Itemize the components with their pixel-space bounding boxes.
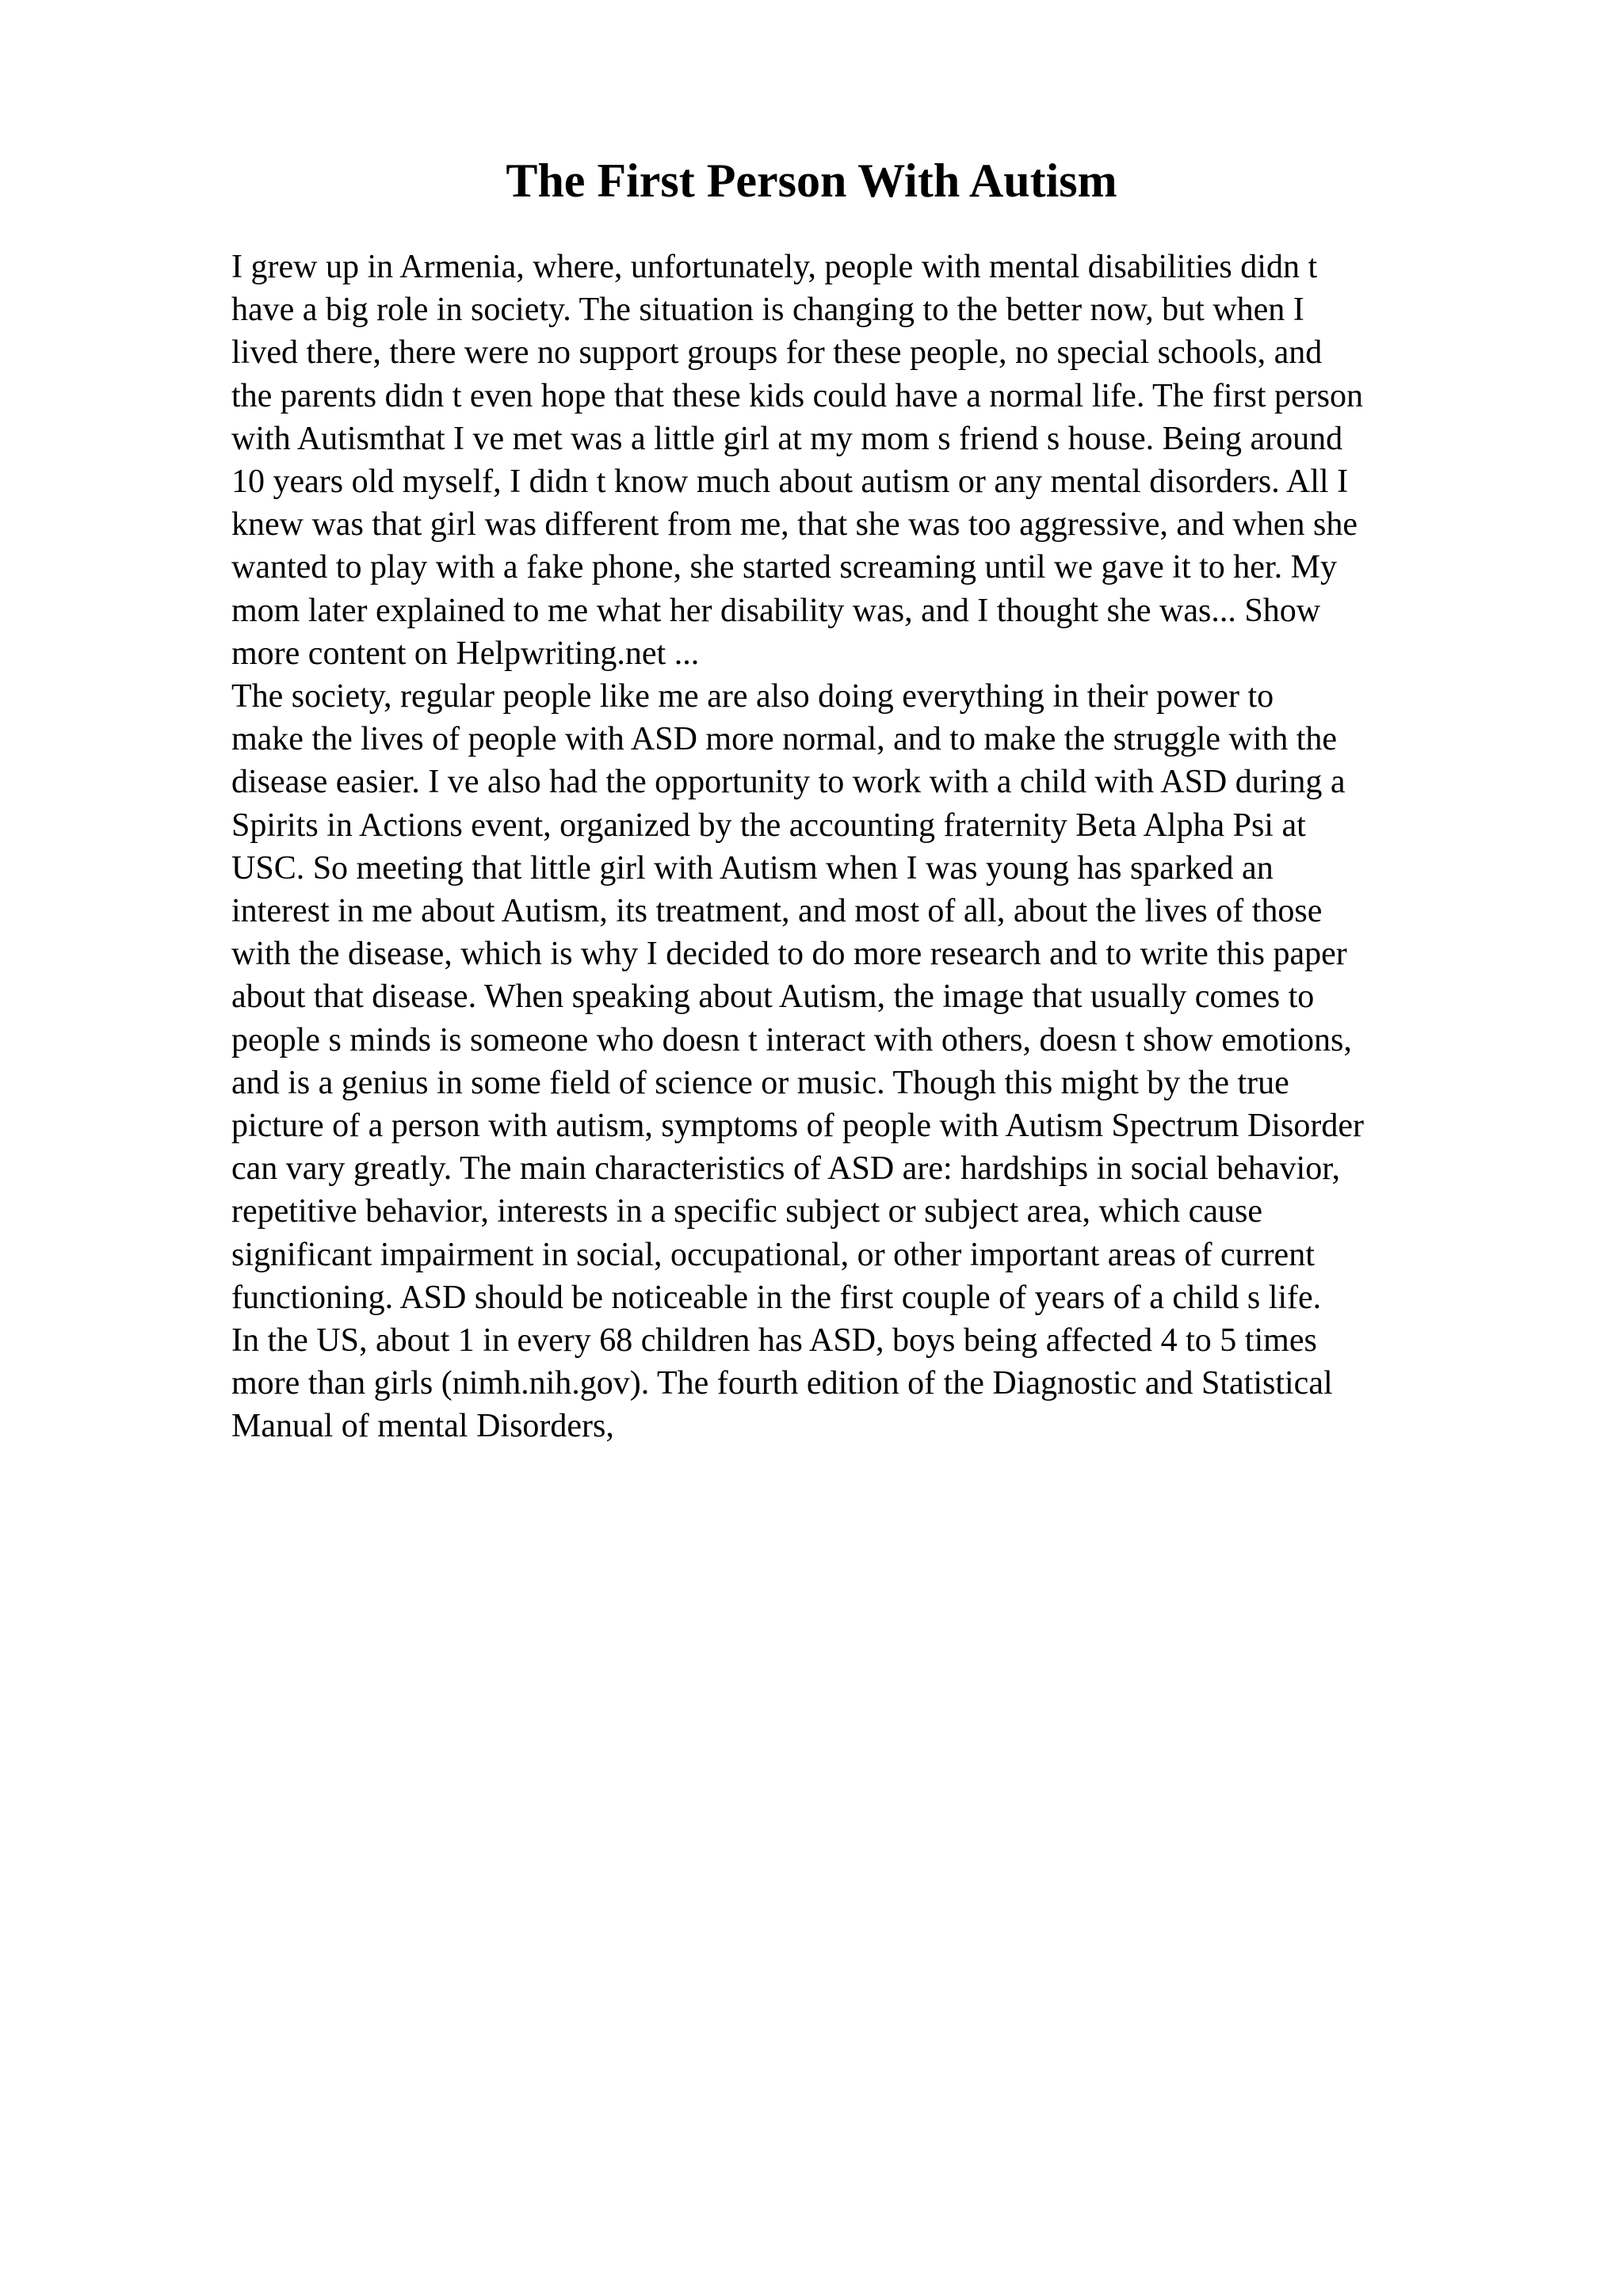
document-title: The First Person With Autism	[506, 154, 1117, 207]
body-line: picture of a person with autism, symptoms of people with Autism Spectrum Disorder	[231, 1108, 1364, 1145]
body-line: more than girls (nimh.nih.gov). The fourth edition of the Diagnostic and Statistical	[231, 1365, 1333, 1402]
body-line: USC. So meeting that little girl with Autism when I was young has sparked an	[231, 849, 1274, 887]
body-line: about that disease. When speaking about Autism, the image that usually comes to	[231, 978, 1315, 1016]
body-line: 10 years old myself, I didn t know much about autism or any mental disorders. All I	[231, 463, 1349, 501]
body-line: disease easier. I ve also had the opportunity to work with a child with ASD during a	[231, 764, 1346, 801]
body-line: significant impairment in social, occupational, or other important areas of current	[231, 1236, 1315, 1273]
body-line: The society, regular people like me are also doing everything in their power to	[231, 678, 1274, 715]
body-line: with the disease, which is why I decided to do more research and to write this paper	[231, 936, 1347, 973]
body-line: knew was that girl was different from me, that she was too aggressive, and when she	[231, 506, 1358, 543]
body-line: with Autismthat I ve met was a little girl at my mom s friend s house. Being around	[231, 420, 1343, 457]
body-line: make the lives of people with ASD more normal, and to make the struggle with the	[231, 721, 1338, 758]
body-line: functioning. ASD should be noticeable in the first couple of years of a child s life.	[231, 1279, 1322, 1316]
document-body	[231, 246, 1515, 1448]
body-line: can vary greatly. The main characteristics of ASD are: hardships in social behavior,	[231, 1150, 1341, 1188]
body-line: and is a genius in some field of science or music. Though this might by the true	[231, 1064, 1289, 1101]
body-line: In the US, about 1 in every 68 children has ASD, boys being affected 4 to 5 times	[231, 1322, 1317, 1360]
body-line: I grew up in Armenia, where, unfortunately, people with mental disabilities didn t	[231, 249, 1318, 285]
body-line: more content on Helpwriting.net ...	[231, 635, 700, 672]
body-line: lived there, there were no support groups for these people, no special schools, and	[231, 334, 1323, 372]
body-line: the parents didn t even hope that these kids could have a normal life. The first person	[231, 377, 1363, 414]
body-line: people s minds is someone who doesn t interact with others, doesn t show emotions,	[231, 1021, 1352, 1058]
body-line: wanted to play with a fake phone, she started screaming until we gave it to her. My	[231, 549, 1337, 586]
body-line: mom later explained to me what her disability was, and I thought she was... Show	[231, 592, 1321, 629]
body-line: interest in me about Autism, its treatment, and most of all, about the lives of those	[231, 893, 1323, 930]
body-line: Spirits in Actions event, organized by the accounting fraternity Beta Alpha Psi at	[231, 807, 1306, 844]
body-line: repetitive behavior, interests in a specific subject or subject area, which cause	[231, 1193, 1262, 1230]
body-line: Manual of mental Disorders,	[231, 1408, 614, 1445]
body-line: have a big role in society. The situation is changing to the better now, but when I	[231, 292, 1304, 329]
